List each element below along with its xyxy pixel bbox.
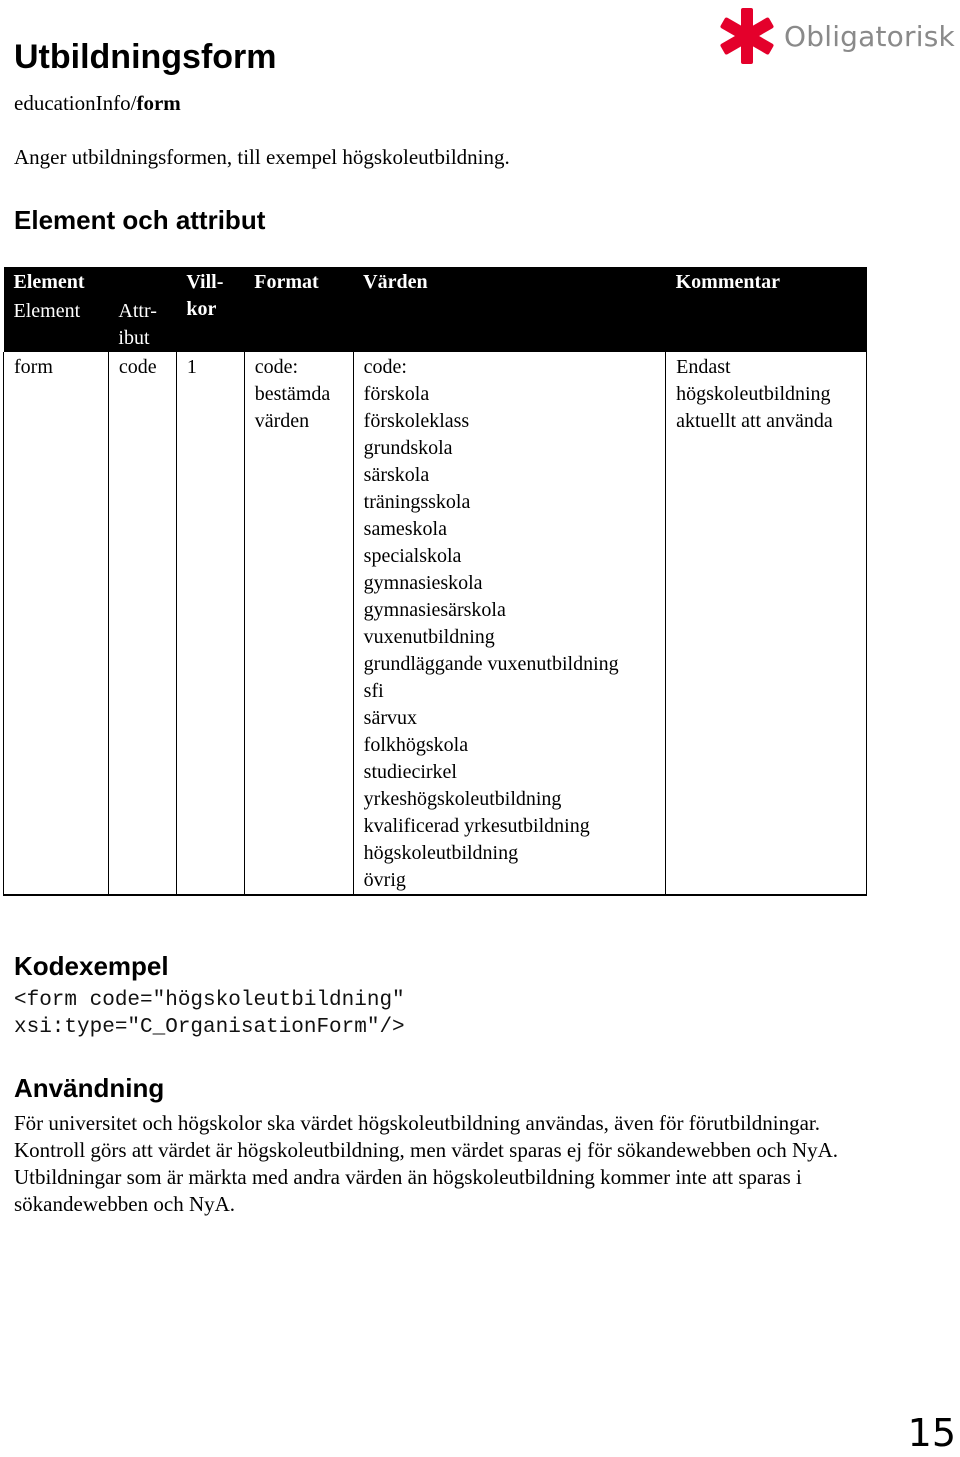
values-label: code: <box>363 356 407 378</box>
values-list <box>364 381 655 894</box>
element-attribute-table <box>3 267 867 896</box>
value-item: sameskola <box>363 518 447 540</box>
value-item: högskoleutbildning <box>363 842 519 864</box>
asterisk-icon <box>718 6 776 66</box>
value-item: folkhögskola <box>363 734 469 756</box>
header-attribute: Attr- ibut <box>118 300 157 349</box>
table-row <box>4 352 867 895</box>
section-heading-usage: Användning <box>14 1073 165 1103</box>
value-item: förskola <box>363 383 430 405</box>
code-example: <form code="högskoleutbildning" xsi:type="C_OrganisationForm"/> <box>14 989 405 1039</box>
value-item: gymnasieskola <box>363 572 483 594</box>
value-item: särskola <box>363 464 430 486</box>
value-item: grundskola <box>363 437 453 459</box>
header-values: Värden <box>363 271 428 293</box>
xml-path-element: form <box>136 91 181 115</box>
xml-path <box>14 91 181 116</box>
value-item: övrig <box>363 869 406 891</box>
section-heading-code-example: Kodexempel <box>14 951 169 981</box>
value-item: sfi <box>363 680 384 702</box>
header-format: Format <box>254 271 319 293</box>
value-item: vuxenutbildning <box>363 626 495 648</box>
cell-values <box>353 352 665 895</box>
mandatory-badge <box>718 4 955 68</box>
cell-comment: Endast högskoleutbildning aktuellt att använda <box>666 352 867 895</box>
page-title: Utbildningsform <box>14 38 277 76</box>
header-element: Element <box>13 300 81 322</box>
header-condition: Vill- kor <box>186 271 224 320</box>
cell-condition: 1 <box>176 352 244 895</box>
table-header-row <box>4 267 867 296</box>
cell-attribute: code <box>108 352 176 895</box>
section-heading-element: Element och attribut <box>14 205 266 235</box>
value-item: yrkeshögskoleutbildning <box>363 788 562 810</box>
header-element-group: Element <box>13 271 85 293</box>
value-item: förskoleklass <box>363 410 470 432</box>
value-item: specialskola <box>363 545 462 567</box>
value-item: träningsskola <box>363 491 471 513</box>
value-item: gymnasiesärskola <box>363 599 506 621</box>
value-item: grundläggande vuxenutbildning <box>363 653 619 675</box>
description: Anger utbildningsformen, till exempel högskoleutbildning. <box>14 145 510 169</box>
value-item: studiecirkel <box>363 761 457 783</box>
value-item: kvalificerad yrkesutbildning <box>363 815 590 837</box>
value-item: särvux <box>363 707 417 729</box>
usage-text: För universitet och högskolor ska värdet högskoleutbildning användas, även för förutbildningar. Kontroll görs att värdet är högskoleutbildning, men värdet sparas ej för sökandewebben och NyA. Utbildningar som är märkta med andra värden än högskoleutbildning kommer inte att sparas i sökandewebben och NyA. <box>14 1111 839 1216</box>
cell-element: form <box>4 352 109 895</box>
cell-format: code: bestämda värden <box>244 352 353 895</box>
page-number: 15 <box>907 1411 956 1455</box>
xml-path-prefix: educationInfo/ <box>14 91 137 115</box>
mandatory-label: Obligatorisk <box>784 19 955 53</box>
header-comment: Kommentar <box>675 271 781 293</box>
